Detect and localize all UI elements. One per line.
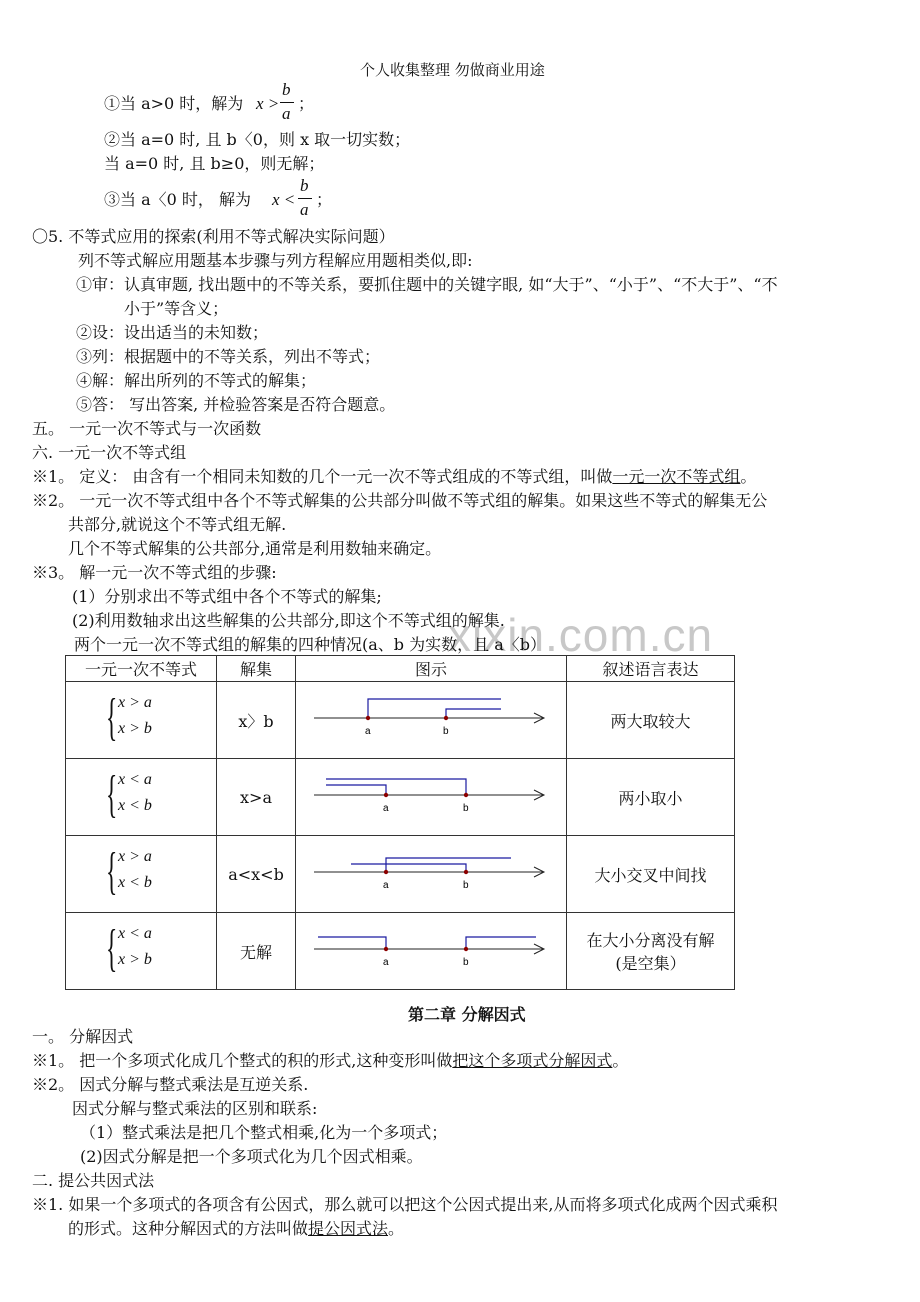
table-caption: 两个一元一次不等式组的解集的四种情况(a、b 为实数，且 a〈b） [74, 635, 546, 654]
inequality-2: x < b [118, 797, 152, 814]
header-solution: 解集 [217, 656, 296, 682]
definition-2-line-3: 几个不等式解集的公共部分,通常是利用数轴来确定。 [68, 539, 442, 558]
rule-cell: 大小交叉中间找 [567, 836, 735, 913]
case-2-line-2: 当 a=0 时, 且 b≥0，则无解； [104, 154, 325, 173]
inequality-2: x > b [118, 951, 152, 968]
chapter-2-para-3a: ※1. 如果一个多项式的各项含有公因式，那么就可以把这个公因式提出来,从而将多项式化成两个因式乘积 [32, 1195, 778, 1214]
header-diagram: 图示 [296, 656, 567, 682]
chapter-2-heading-1: 一。 分解因式 [32, 1027, 134, 1046]
page-header: 个人收集整理 勿做商业用途 [360, 61, 545, 79]
chapter-2-para-2c: （1）整式乘法是把几个整式相乘,化为一个多项式； [80, 1123, 448, 1142]
case-1-denominator: a [282, 104, 291, 123]
step-5: ⑤答： 写出答案, 并检验答案是否符合题意。 [76, 395, 396, 414]
rule-line-1: 在大小分离没有解 [586, 931, 715, 950]
chapter-2-para-3b [68, 1219, 404, 1239]
point-b [464, 793, 468, 797]
definition-1-text: ※1。 定义： 由含有一个相同未知数的几个一元一次不等式组成的不等式组，叫做 [32, 467, 613, 486]
table-row [66, 682, 735, 759]
solution-ray-b [351, 864, 466, 872]
chapter-title: 第二章 分解因式 [408, 1005, 526, 1024]
para-1-term: 把这个多项式分解因式 [452, 1051, 613, 1070]
left-brace: { [106, 920, 118, 977]
step-3: ③列：根据题中的不等关系，列出不等式； [76, 347, 381, 366]
definition-2-line-2: 共部分,就说这个不等式组无解. [68, 515, 287, 534]
number-line-diagram [296, 759, 566, 831]
rule-cell [567, 913, 735, 990]
inequality-1: x < a [118, 925, 152, 942]
solution-ray-a [386, 858, 511, 872]
label-b: b [463, 803, 469, 814]
case-1-text: ①当 a>0 时，解为 [104, 94, 244, 113]
system-cell [66, 913, 217, 990]
system-cell [66, 836, 217, 913]
step-list-1: (1）分别求出不等式组中各个不等式的解集; [72, 587, 382, 606]
case-3-fraction [298, 176, 312, 222]
number-line-diagram [296, 913, 566, 985]
table-row [66, 759, 735, 836]
rule-cell: 两小取小 [567, 759, 735, 836]
definition-1-end: 。 [740, 467, 757, 486]
label-a: a [365, 726, 371, 737]
case-2-line-1: ②当 a=0 时, 且 b〈0，则 x 取一切实数； [104, 130, 411, 149]
inequality-1: x < a [118, 771, 152, 788]
solution-ray-b [446, 709, 501, 718]
inequality-systems-table [65, 655, 735, 990]
watermark: xixin.com.cn [448, 609, 714, 661]
number-line-diagram [296, 836, 566, 908]
definition-1-term: 一元一次不等式组 [612, 467, 741, 486]
section-5-intro: 列不等式解应用题基本步骤与列方程解应用题相类似,即: [78, 251, 473, 270]
chapter-2-para-2b: 因式分解与整式乘法的区别和联系: [72, 1099, 318, 1118]
inequality-2: x < b [118, 874, 152, 891]
case-3-tail: ； [316, 190, 333, 209]
point-a [384, 870, 388, 874]
step-2: ②设：设出适当的未知数； [76, 323, 269, 342]
rule-cell: 两大取较大 [567, 682, 735, 759]
case-3-denominator: a [300, 200, 309, 219]
diagram-cell [296, 913, 567, 990]
diagram-cell [296, 759, 567, 836]
label-b: b [463, 880, 469, 891]
point-b [464, 870, 468, 874]
header-rule: 叙述语言表达 [567, 656, 735, 682]
point-b [464, 947, 468, 951]
case-3-text: ③当 a〈0 时， 解为 [104, 190, 251, 209]
point-a [384, 793, 388, 797]
table-row [66, 913, 735, 990]
chapter-2-para-2: ※2。 因式分解与整式乘法是互逆关系. [32, 1075, 309, 1094]
definition-2-line-1: ※2。 一元一次不等式组中各个不等式解集的公共部分叫做不等式组的解集。如果这些不等式的解集无公 [32, 491, 768, 510]
section-five-heading: 五。 一元一次不等式与一次函数 [32, 419, 262, 438]
solution-ray-a [326, 785, 386, 795]
header-inequality: 一元一次不等式 [66, 656, 217, 682]
chapter-2-heading-2: 二. 提公共因式法 [32, 1171, 155, 1190]
inequality-1: x > a [118, 848, 152, 865]
diagram-cell [296, 682, 567, 759]
inequality-2: x > b [118, 720, 152, 737]
step-1-line-2: 小于”等含义； [124, 299, 229, 318]
step-list-2: (2)利用数轴求出这些解集的公共部分,即这个不等式组的解集. [72, 611, 505, 630]
case-1-tail: ； [298, 94, 315, 113]
point-b [444, 716, 448, 720]
label-a: a [383, 957, 389, 968]
para-1-end: 。 [612, 1051, 629, 1070]
para-1-text: ※1。 把一个多项式化成几个整式的积的形式,这种变形叫做 [32, 1051, 453, 1070]
solution-ray-b [326, 779, 466, 795]
case-1-numerator: b [282, 80, 291, 99]
number-line-diagram [296, 682, 566, 754]
definition-1 [32, 467, 756, 487]
step-4: ④解：解出所列的不等式的解集； [76, 371, 317, 390]
solution-cell: a<x<b [217, 836, 296, 913]
left-brace: { [106, 766, 118, 823]
point-a [384, 947, 388, 951]
chapter-2-para-2d: (2)因式分解是把一个多项式化为几个因式相乘。 [80, 1147, 423, 1166]
table-header-row [66, 656, 735, 682]
label-a: a [383, 880, 389, 891]
chapter-2-para-1 [32, 1051, 628, 1071]
definition-3: ※3。 解一元一次不等式组的步骤: [32, 563, 277, 582]
label-b: b [463, 957, 469, 968]
step-1-line-1: ①审：认真审题, 找出题中的不等关系，要抓住题中的关键字眼, 如“大于”、“小于”、“不大于”、“不 [76, 275, 778, 294]
label-b: b [443, 726, 449, 737]
inequality-1: x > a [118, 694, 152, 711]
solution-ray-b [466, 937, 536, 949]
para-3b-term: 提公因式法 [308, 1219, 389, 1238]
case-3-numerator: b [300, 176, 309, 195]
solution-cell: x>a [217, 759, 296, 836]
solution-cell: 无解 [217, 913, 296, 990]
diagram-cell [296, 836, 567, 913]
label-a: a [383, 803, 389, 814]
left-brace: { [106, 689, 118, 746]
rule-line-2: (是空集） [615, 954, 686, 973]
solution-ray-a [318, 937, 386, 949]
section-six-heading: 六. 一元一次不等式组 [32, 443, 187, 462]
section-5-heading: 〇5. 不等式应用的探索(利用不等式解决实际问题） [32, 227, 395, 246]
para-3b-text: 的形式。这种分解因式的方法叫做 [68, 1219, 309, 1238]
case-3-expr: x < [272, 190, 296, 209]
para-3b-end: 。 [388, 1219, 405, 1238]
point-a [366, 716, 370, 720]
table-row [66, 836, 735, 913]
left-brace: { [106, 843, 118, 900]
system-cell [66, 759, 217, 836]
solution-cell: x〉b [217, 682, 296, 759]
system-cell [66, 682, 217, 759]
case-1-expr: x > [256, 94, 280, 113]
case-1-fraction [280, 80, 294, 126]
